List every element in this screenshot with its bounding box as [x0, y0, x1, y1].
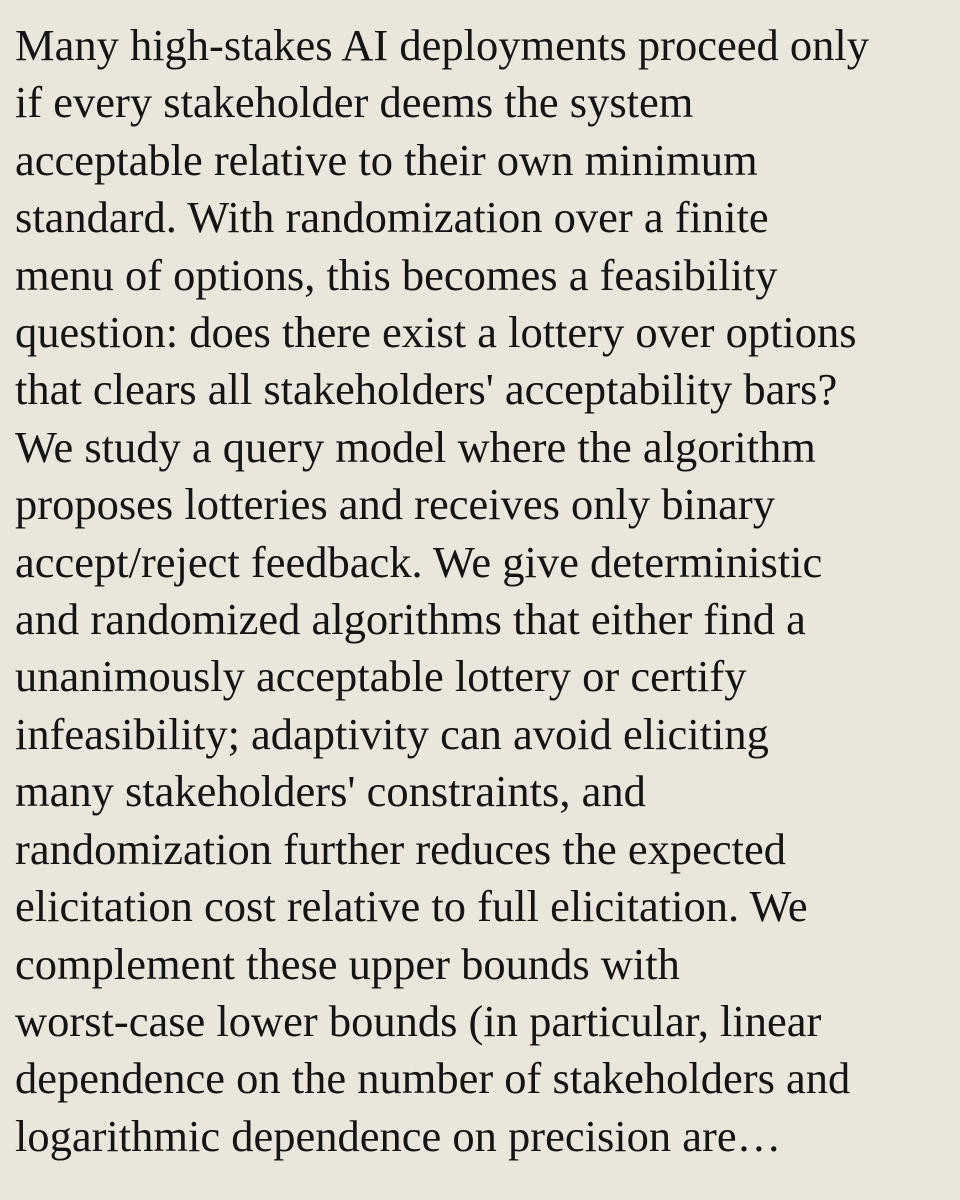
abstract-line: infeasibility; adaptivity can avoid eliciting: [15, 708, 769, 759]
abstract-line: worst-case lower bounds (in particular, linear: [15, 995, 822, 1046]
abstract-line: many stakeholders' constraints, and: [15, 766, 646, 817]
abstract-line: Many high-stakes AI deployments proceed only: [15, 20, 869, 70]
abstract-line: question: does there exist a lottery over options: [15, 307, 857, 358]
abstract-line: unanimously acceptable lottery or certify: [15, 651, 747, 702]
abstract-line: We study a query model where the algorithm: [15, 421, 816, 472]
abstract-line: standard. With randomization over a finite: [15, 192, 769, 243]
abstract-line: logarithmic dependence on precision are…: [15, 1110, 782, 1161]
abstract-line: if every stakeholder deems the system: [15, 77, 694, 128]
abstract-line: that clears all stakeholders' acceptability bars?: [15, 364, 838, 415]
abstract-line: dependence on the number of stakeholders and: [15, 1053, 851, 1104]
abstract-line: accept/reject feedback. We give deterministic: [15, 536, 823, 587]
abstract-line: acceptable relative to their own minimum: [15, 134, 758, 185]
abstract-text: [15, 17, 960, 1165]
abstract-line: elicitation cost relative to full elicitation. We: [15, 881, 808, 932]
abstract-line: randomization further reduces the expected: [15, 823, 786, 874]
abstract-line: proposes lotteries and receives only binary: [15, 479, 775, 530]
abstract-line: menu of options, this becomes a feasibility: [15, 249, 778, 300]
abstract-line: and randomized algorithms that either find a: [15, 594, 806, 645]
abstract-line: complement these upper bounds with: [15, 938, 680, 989]
